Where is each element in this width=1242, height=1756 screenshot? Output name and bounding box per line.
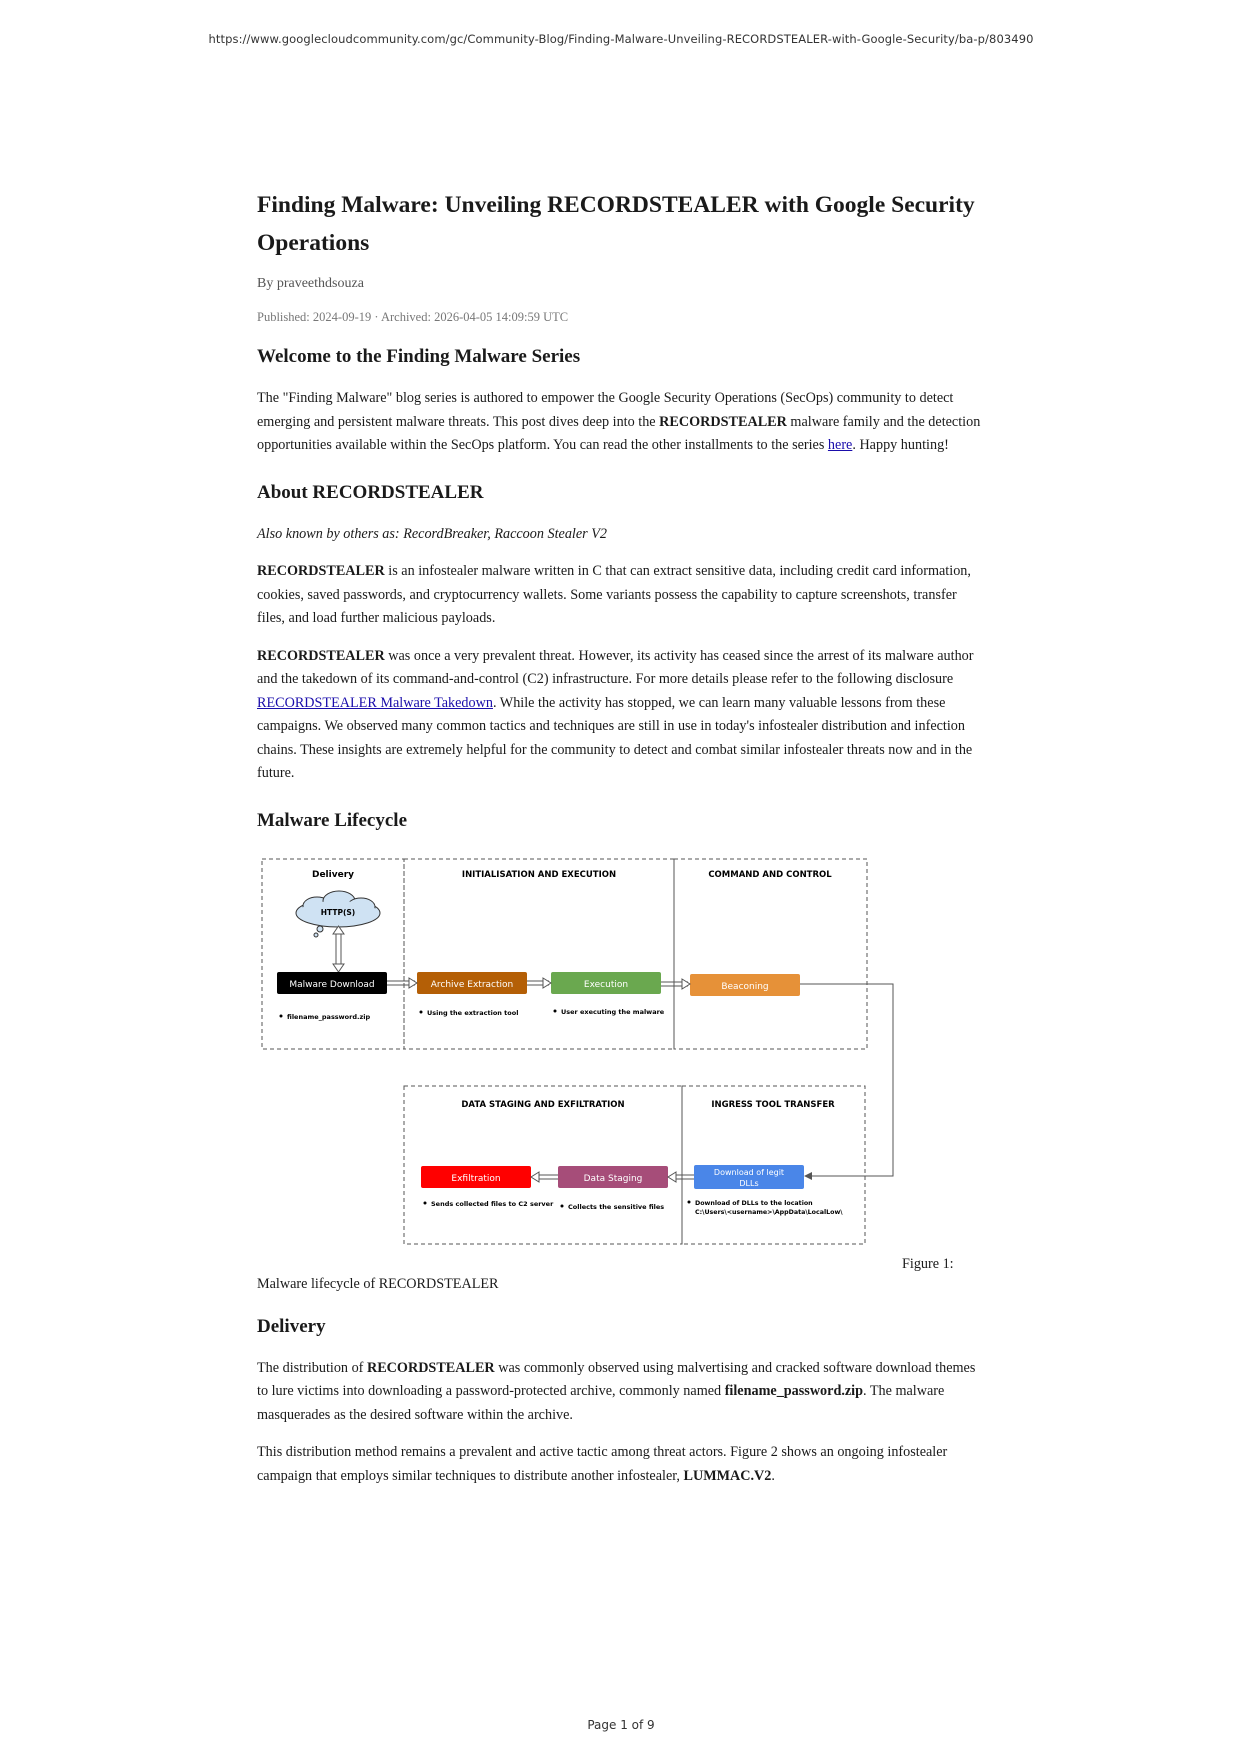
figure-1 <box>257 854 985 1274</box>
malware-lifecycle-diagram <box>257 854 897 1269</box>
label-delivery: Delivery <box>311 869 355 880</box>
figure-caption-label: Figure 1: <box>902 1255 954 1272</box>
section-c2-frame <box>674 859 867 1049</box>
label-ingress: INGRESS TOOL TRANSFER <box>711 1099 835 1110</box>
page-url: https://www.googlecloudcommunity.com/gc/Community-Blog/Finding-Malware-Unveiling-RECORDSTEALER-with-Google-Security/ba-p/803490 <box>208 32 1034 46</box>
note-dll-1: Download of DLLs to the location <box>695 1199 813 1207</box>
about-paragraph-2: RECORDSTEALER was once a very prevalent threat. However, its activity has ceased since the arrest of its malware author and the takedown of its command-and-control (C2) infrastructure. For more details please refer to the following disclosure RECORDSTEALER Malware Takedown. While the activity has stopped, we can learn many valuable lessons from these campaigns. We observed many common tactics and techniques are still in use in today's infostealer distribution and infection chains. These insights are extremely helpful for the community to detect and combat similar infostealer threats now and in the future. <box>257 647 974 781</box>
delivery-paragraph-2: This distribution method remains a prevalent and active tactic among threat actors. Figure 2 shows an ongoing infostealer campaign that employs similar techniques to distribute another infostealer, LUMMAC.V2. <box>257 1444 948 1484</box>
box-beaconing-label: Beaconing <box>721 981 769 992</box>
heading-lifecycle: Malware Lifecycle <box>257 809 407 831</box>
figure-caption-text: Malware lifecycle of RECORDSTEALER <box>257 1275 499 1292</box>
label-staging: DATA STAGING AND EXFILTRATION <box>461 1099 625 1110</box>
cloud-label: HTTP(S) <box>320 907 356 917</box>
heading-about: About RECORDSTEALER <box>257 481 484 503</box>
article <box>257 186 985 1502</box>
label-c2: COMMAND AND CONTROL <box>708 869 832 880</box>
note-exfil: Sends collected files to C2 server <box>431 1199 554 1208</box>
box-archive-extraction-label: Archive Extraction <box>430 979 514 990</box>
heading-delivery: Delivery <box>257 1315 326 1337</box>
note-execution: User executing the malware <box>561 1007 665 1016</box>
note-staging: Collects the sensitive files <box>568 1202 665 1211</box>
cloud-download-arrow <box>333 926 344 972</box>
takedown-link[interactable]: RECORDSTEALER Malware Takedown <box>257 694 493 711</box>
beaconing-to-ingress-connector <box>800 984 893 1176</box>
delivery-paragraph-1: The distribution of RECORDSTEALER was commonly observed using malvertising and cracked software download themes to lure victims into downloading a password-protected archive, commonly named filename_password.zip. The malware masquerades as the desired software within the archive. <box>257 1359 976 1423</box>
article-title: Finding Malware: Unveiling RECORDSTEALER with Google Security Operations <box>257 192 975 256</box>
box-download-dlls-label-2: DLLs <box>739 1178 759 1188</box>
box-download-dlls-label-1: Download of legit <box>713 1167 785 1177</box>
about-paragraph-1: RECORDSTEALER is an infostealer malware written in C that can extract sensitive data, including credit card information, cookies, saved passwords, and cryptocurrency wallets. Some variants possess the capability to capture screenshots, transfer files, and load further malicious payloads. <box>257 563 971 626</box>
byline: By praveethdsouza <box>257 276 364 291</box>
heading-welcome: Welcome to the Finding Malware Series <box>257 346 581 367</box>
box-execution-label: Execution <box>583 979 629 990</box>
box-data-staging-label: Data Staging <box>583 1173 643 1184</box>
box-exfiltration-label: Exfiltration <box>451 1173 501 1184</box>
series-link[interactable]: here <box>827 437 853 453</box>
note-dll-2: C:\Users\<username>\AppData\LocalLow\ <box>695 1208 843 1216</box>
page-footer: Page 1 of 9 <box>587 1718 655 1732</box>
note-archive: Using the extraction tool <box>427 1008 519 1017</box>
label-init: INITIALISATION AND EXECUTION <box>461 869 617 880</box>
publish-meta: Published: 2024-09-19 · Archived: 2026-04-05 14:09:59 UTC <box>257 310 569 324</box>
welcome-paragraph: The "Finding Malware" blog series is authored to empower the Google Security Operations (SecOps) community to detect emerging and persistent malware threats. This post dives deep into the RECORDSTEALER malware family and the detection opportunities available within the SecOps platform. You can read the other installments to the series here. Happy hunting! <box>257 390 981 453</box>
box-malware-download-label: Malware Download <box>289 979 375 990</box>
note-download: filename_password.zip <box>287 1012 371 1021</box>
aka-line: Also known by others as: RecordBreaker, Raccoon Stealer V2 <box>257 525 608 542</box>
section-init-frame <box>404 859 674 1049</box>
